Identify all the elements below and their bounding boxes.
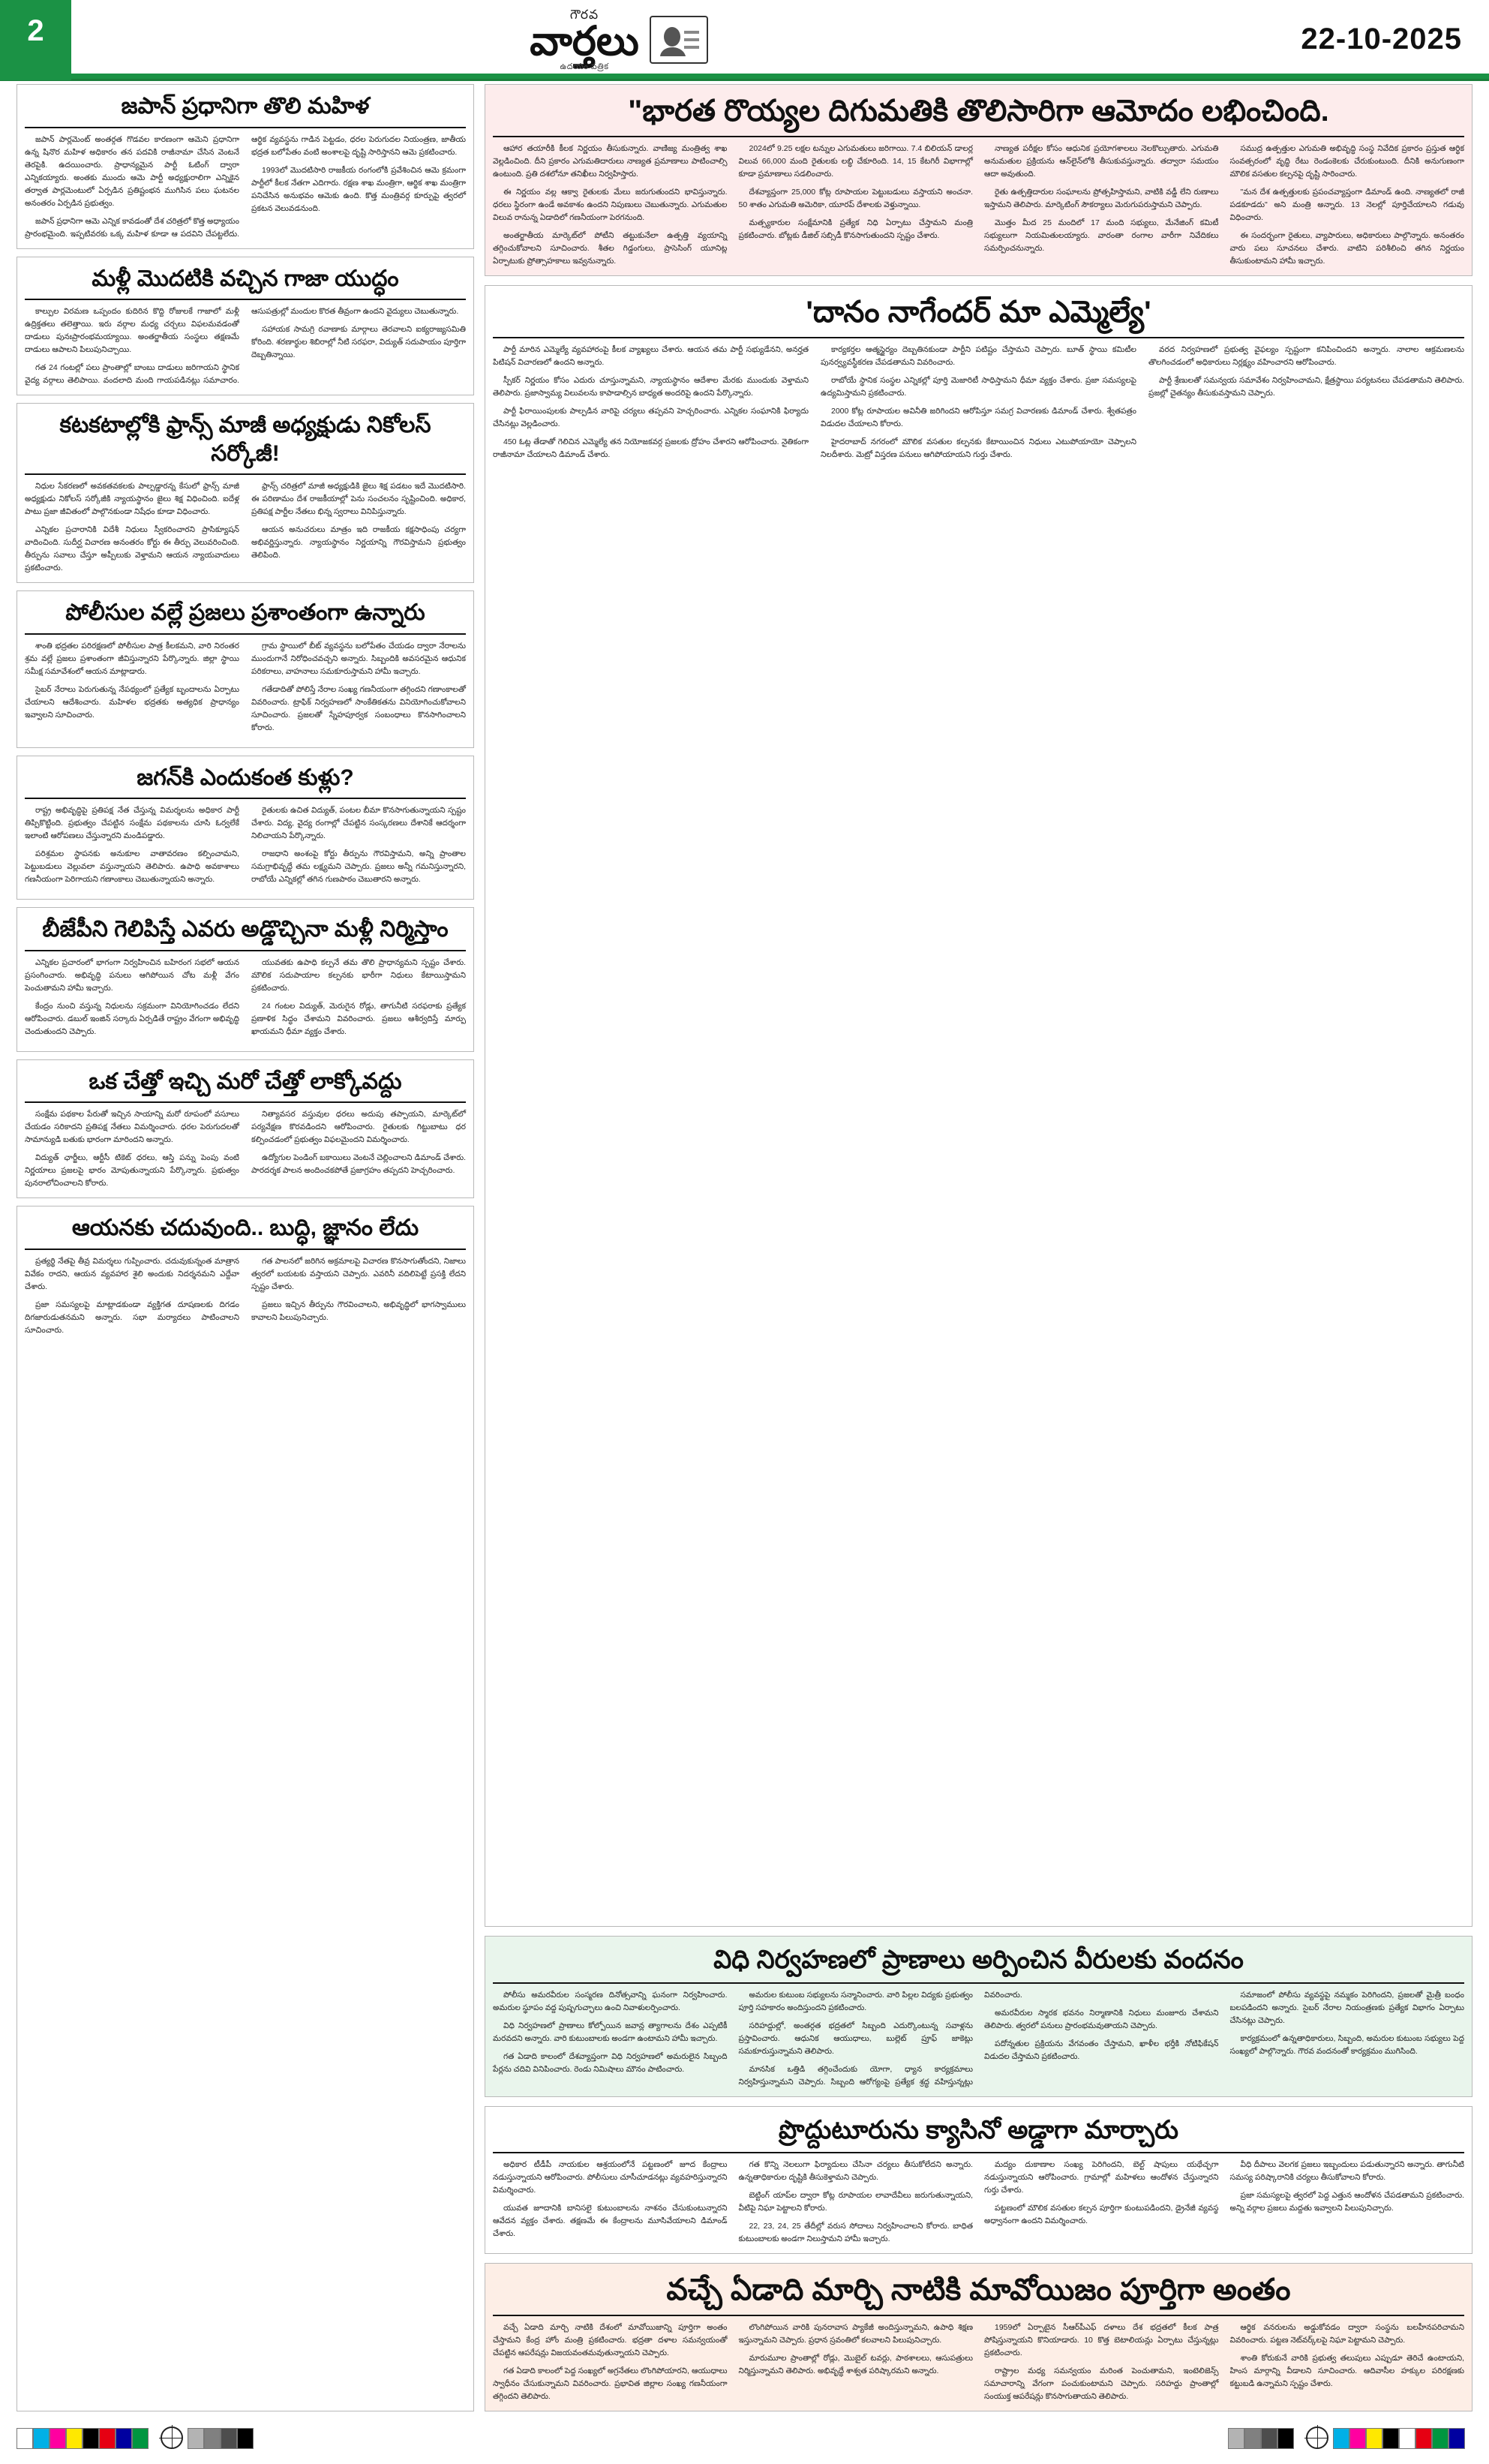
- headline: విధి నిర్వహణలో ప్రాణాలు అర్పించిన వీరులకు వందనం: [713, 1946, 1244, 1974]
- article-bjp-win: [17, 907, 474, 1052]
- paragraph: ఆర్థిక వనరులను అడ్డుకోవడం ద్వారా సంస్థను బలహీనపరిచామని వివరించారు. పట్టణ నెట్‌వర్క్‌లపై నిఘా పెట్టామని చెప్పారు.: [1229, 2323, 1464, 2345]
- paragraph: మారుమూల ప్రాంతాల్లో రోడ్లు, మొబైల్ టవర్లు, పాఠశాలలు, ఆసుపత్రులు నిర్మిస్తున్నామని తెలిపారు. అభివృద్ధే శాశ్వత పరిష్కారమని అన్నారు.: [738, 2354, 973, 2375]
- logo-title: వార్తలు: [530, 18, 639, 64]
- paragraph: రైతులకు ఉచిత విద్యుత్, పంటల బీమా కొనసాగుతున్నాయని స్పష్టం చేశారు. విద్య, వైద్య రంగాల్లో చేపట్టిన సంస్కరణలు దేశానికే ఆదర్శంగా నిలిచాయని పేర్కొన్నారు.: [251, 806, 466, 840]
- color-swatch: [116, 2428, 132, 2449]
- page-content: [17, 84, 1472, 2411]
- color-swatch: [1399, 2428, 1415, 2449]
- color-swatch: [1277, 2428, 1294, 2449]
- color-swatch: [132, 2428, 149, 2449]
- headline-rule: [493, 136, 1464, 137]
- paragraph: పోలీసు అమరవీరుల సంస్మరణ దినోత్సవాన్ని ఘనంగా నిర్వహించారు. అమరుల స్థూపం వద్ద పుష్పగుచ్ఛాలు ఉంచి నివాళులర్పించారు.: [493, 1990, 728, 2012]
- headline: కటకటాల్లోకి ఫ్రాన్స్ మాజీ అధ్యక్షుడు నికోలస్ సర్కోజీ!: [59, 413, 431, 466]
- print-color-bar: [17, 2425, 1472, 2450]
- article-gaza-war: [17, 257, 474, 396]
- color-swatch: [1333, 2428, 1349, 2449]
- color-swatch: [1228, 2428, 1244, 2449]
- paragraph: 22, 23, 24, 25 తేదీల్లో వరుస సోదాలు నిర్వహించాలని కోరారు. బాధిత కుటుంబాలకు అండగా నిలుస్తామని హామీ ఇచ్చారు.: [738, 2222, 973, 2243]
- paragraph: లొంగిపోయిన వారికి పునరావాస ప్యాకేజీ అందిస్తున్నామని, ఉపాధి శిక్షణ ఇస్తున్నామని చెప్పారు. ప్రధాన స్రవంతిలో కలవాలని పిలుపునిచ్చారు.: [738, 2323, 973, 2345]
- paragraph: కార్యకర్తల ఆత్మస్థైర్యం దెబ్బతినకుండా పార్టీని పటిష్టం చేస్తామని చెప్పారు. బూత్ స్థాయి కమిటీల పునర్వ్యవస్థీకరణ చేపడతామని వివరించారు.: [821, 345, 1136, 367]
- paragraph: జపాన్ ప్రధానిగా ఆమె ఎన్నిక కావడంతో దేశ చరిత్రలో కొత్త అధ్యాయం ప్రారంభమైంది. ఇప్పటివరకు ఒక్క మహిళ కూడా ఆ పదవిని చేపట్టలేదు. ఆర్థిక వ్యవస్థను గాడిన పెట్టడం, ధరల పెరుగుదల నియంత్రణ, జాతీయ భద్రత బలోపేతం వంటి అంశాలపై దృష్టి సారిస్తానని ఆమె ప్రకటించారు.: [25, 134, 466, 239]
- article-body: [25, 957, 466, 1044]
- headline-rule: [493, 1982, 1464, 1984]
- headline-rule: [493, 2315, 1464, 2316]
- article-prodduturu-casino: [485, 2106, 1472, 2255]
- article-body: [25, 480, 466, 575]
- color-swatch: [1244, 2428, 1261, 2449]
- paragraph: పరిశ్రమల స్థాపనకు అనుకూల వాతావరణం కల్పించామని, పెట్టుబడులు వెల్లువలా వస్తున్నాయని తెలిపారు. ఉపాధి అవకాశాలు గణనీయంగా పెరిగాయని గణాంకాలు చెబుతున్నాయని అన్నారు.: [25, 849, 239, 884]
- paragraph: 450 ఓట్ల తేడాతో గెలిచిన ఎమ్మెల్యే తన నియోజకవర్గ ప్రజలకు ద్రోహం చేశారని ఆరోపించారు. నైతికంగా రాజీనామా చేయాలని డిమాండ్ చేశారు.: [493, 437, 809, 459]
- color-swatch: [99, 2428, 116, 2449]
- paragraph: ఈ నిర్ణయం వల్ల ఆక్వా రైతులకు మేలు జరుగుతుందని భావిస్తున్నారు. ధరలు స్థిరంగా ఉండే అవకాశం ఉందని నిపుణులు చెబుతున్నారు. ఎగుమతుల విలువ రానున్న ఏడాదిలో గణనీయంగా పెరగనుంది.: [493, 188, 728, 222]
- issue-date: 22-10-2025: [1301, 23, 1462, 56]
- swatch-group-mid: [188, 2428, 254, 2447]
- paragraph: గత 24 గంటల్లో పలు ప్రాంతాల్లో బాంబు దాడులు జరిగాయని స్థానిక వైద్య వర్గాలు తెలిపాయి. వందలాది మంది గాయపడినట్లు సమాచారం. ఆసుపత్రుల్లో మందుల కొరత తీవ్రంగా ఉందని వైద్యులు చెబుతున్నారు.: [25, 307, 459, 385]
- paragraph: ఈ సందర్భంగా రైతులు, వ్యాపారులు, అధికారులు పాల్గొన్నారు. అనంతరం వారు పలు సూచనలు చేశారు. వాటిని పరిశీలించి తగిన నిర్ణయం తీసుకుంటామని హామీ ఇచ్చారు.: [1229, 231, 1464, 266]
- paragraph: అంతర్జాతీయ మార్కెట్‌లో పోటీని తట్టుకునేలా ఉత్పత్తి వ్యయాన్ని తగ్గించుకోవాలని సూచించారు. శీతల గిడ్డంగులు, ప్రాసెసింగ్ యూనిట్ల ఏర్పాటుకు ప్రోత్సాహకాలు ఇవ్వనున్నారు.: [493, 231, 728, 266]
- headline-rule: [493, 337, 1464, 338]
- paragraph: "మన దేశ ఉత్పత్తులకు ప్రపంచవ్యాప్తంగా డిమాండ్ ఉంది. నాణ్యతలో రాజీ పడకూడదు" అని మంత్రి అన్నారు. 13 నెలల్లో పూర్తిచేయాలని గడువు విధించారు.: [1229, 188, 1464, 222]
- headline: జపాన్ ప్రధానిగా తొలి మహిళ: [121, 94, 370, 119]
- paragraph: వీధి దీపాలు వెలగక ప్రజలు ఇబ్బందులు పడుతున్నారని అన్నారు. తాగునీటి సమస్య పరిష్కారానికి చర్యలు తీసుకోవాలని కోరారు.: [1229, 2160, 1464, 2182]
- headline-rule: [25, 127, 466, 128]
- paragraph: ఫ్రాన్స్ చరిత్రలో మాజీ అధ్యక్షుడికి జైలు శిక్ష పడటం ఇదే మొదటిసారి. ఈ పరిణామం దేశ రాజకీయాల్లో పెను సంచలనం సృష్టించింది. అధికార, ప్రతిపక్ష పార్టీల నేతలు భిన్న స్వరాలు వినిపిస్తున్నారు.: [251, 482, 466, 516]
- paragraph: విద్యుత్ ఛార్జీలు, ఆర్టీసీ టికెట్ ధరలు, ఆస్తి పన్ను పెంపు వంటి నిర్ణయాలు ప్రజలపై భారం మోపుతున్నాయని పేర్కొన్నారు. ప్రభుత్వం పునరాలోచించాలని కోరారు.: [25, 1153, 239, 1188]
- color-swatch: [221, 2428, 237, 2449]
- paragraph: సహాయక సామగ్రి రవాణాకు మార్గాలు తెరవాలని ఐక్యరాజ్యసమితి కోరింది. శరణార్థుల శిబిరాల్లో నీటి సరఫరా, విద్యుత్ సదుపాయం పూర్తిగా దెబ్బతిన్నాయి.: [251, 325, 466, 359]
- headline: 'దానం నాగేందర్ మా ఎమ్మెల్యే': [806, 296, 1151, 329]
- color-swatch: [50, 2428, 66, 2449]
- headline-rule: [25, 950, 466, 951]
- masthead: [0, 0, 1489, 81]
- swatch-group-right: [1333, 2428, 1465, 2447]
- headline-rule: [25, 1249, 466, 1250]
- paragraph: పార్టీ శ్రేణులతో సమన్వయ సమావేశం నిర్వహించామని, క్షేత్రస్థాయి పర్యటనలు చేపడతామని తెలిపారు. ప్రజల్లో చైతన్యం తీసుకువస్తామని చెప్పారు.: [1148, 376, 1464, 398]
- paragraph: శాంతి భద్రతల పరిరక్షణలో పోలీసుల పాత్ర కీలకమని, వారి నిరంతర శ్రమ వల్లే ప్రజలు ప్రశాంతంగా జీవిస్తున్నారని పేర్కొన్నారు. జిల్లా స్థాయి సమీక్ష సమావేశంలో ఆయన మాట్లాడారు.: [25, 641, 239, 676]
- color-swatch: [17, 2428, 33, 2449]
- paragraph: మద్యం దుకాణాల సంఖ్య పెరిగిందని, బెల్ట్ షాపులు యథేచ్ఛగా నడుస్తున్నాయని ఆరోపించారు. గ్రామాల్లో మహిళలు ఆందోళన చేస్తున్నారని గుర్తు చేశారు.: [984, 2160, 1219, 2195]
- headline: ప్రొద్దుటూరును క్యాసినో అడ్డాగా మార్చారు: [778, 2115, 1179, 2144]
- color-swatch: [1382, 2428, 1399, 2449]
- article-no-wisdom: [17, 1206, 474, 2411]
- page-number-badge: [0, 0, 71, 80]
- paragraph: అమరవీరుల స్మారక భవనం నిర్మాణానికి నిధులు మంజూరు చేశామని తెలిపారు. త్వరలో పనులు ప్రారంభమవుతాయని చెప్పారు.: [984, 2008, 1219, 2030]
- paragraph: ప్రజా సమస్యలపై త్వరలో పెద్ద ఎత్తున ఆందోళన చేపడతామని ప్రకటించారు. అన్ని వర్గాల ప్రజలు మద్దతు ఇవ్వాలని పిలుపునిచ్చారు.: [1229, 2191, 1464, 2213]
- paragraph: పదోన్నతుల ప్రక్రియను వేగవంతం చేస్తామని, ఖాళీల భర్తీకి నోటిఫికేషన్ విడుదల చేస్తామని ప్రకటించారు.: [984, 2039, 1219, 2061]
- paragraph: గతేడాదితో పోలిస్తే నేరాల సంఖ్య గణనీయంగా తగ్గిందని గణాంకాలతో వివరించారు. ట్రాఫిక్ నిర్వహణలో సాంకేతికతను వినియోగించుకోవాలని సూచించారు. ప్రజలతో స్నేహపూర్వక సంబంధాలు కొనసాగించాలని కోరారు.: [251, 684, 466, 732]
- headline-rule: [493, 2152, 1464, 2153]
- logo-subtitle: ఉదయం పత్రిక: [560, 62, 609, 71]
- paragraph: పార్టీ ఫిరాయింపులకు పాల్పడిన వారిపై చర్యలు తప్పవని హెచ్చరించారు. ఎన్నికల సంఘానికి ఫిర్యాదు చేసినట్లు వెల్లడించారు.: [493, 407, 809, 428]
- paragraph: హైదరాబాద్ నగరంలో మౌలిక వసతుల కల్పనకు కేటాయించిన నిధులు ఎటుపోయాయో చెప్పాలని నిలదీశారు. మెట్రో విస్తరణ పనులు ఆగిపోయాయని గుర్తు చేశారు.: [821, 437, 1136, 459]
- color-swatch: [1415, 2428, 1432, 2449]
- article-body: [25, 1108, 466, 1190]
- paragraph: 2024లో 9.25 లక్షల టన్నుల ఎగుమతులు జరిగాయి. 7.4 బిలియన్ డాలర్ల విలువ 66,000 మంది రైతులకు లబ్ధి చేకూరింది. 14, 15 కేటగిరీ విభాగాల్లో కూడా ప్రమాణాలు సడలించారు.: [738, 144, 973, 179]
- article-one-hand: [17, 1059, 474, 1199]
- article-body: [25, 804, 466, 891]
- paragraph: నిత్యావసర వస్తువుల ధరలు అదుపు తప్పాయని, మార్కెట్‌లో పర్యవేక్షణ కొరవడిందని ఆరోపించారు. రైతులకు గిట్టుబాటు ధర కల్పించడంలో ప్రభుత్వం విఫలమైందని విమర్శించారు.: [251, 1110, 466, 1144]
- headline: ఒక చేత్తో ఇచ్చి మరో చేత్తో లాక్కోవద్దు: [89, 1068, 402, 1094]
- paragraph: స్పీకర్ నిర్ణయం కోసం ఎదురు చూస్తున్నామని, న్యాయస్థానం ఆదేశాల మేరకు ముందుకు వెళ్తామని తెలిపారు. ప్రజాస్వామ్య విలువలను కాపాడాల్సిన బాధ్యత అందరిపై ఉందని పేర్కొన్నారు.: [493, 376, 809, 398]
- article-body: [493, 2321, 1464, 2403]
- paragraph: మొత్తం మీద 25 మందిలో 17 మంది సభ్యులు, మేనేజింగ్ కమిటీ సభ్యులుగా నియమితులయ్యారు. వారంతా రంగాల వారీగా నివేదికలు సమర్పించనున్నారు.: [984, 218, 1219, 253]
- paragraph: రాష్ట్రాల మధ్య సమన్వయం మరింత పెంచుతామని, ఇంటెలిజెన్స్ సమాచారాన్ని వేగంగా పంచుకుంటామని చెప్పారు. సరిహద్దు ప్రాంతాల్లో సంయుక్త ఆపరేషన్లు కొనసాగుతాయని తెలిపారు.: [984, 2366, 1219, 2401]
- paragraph: ఆయన అనుచరులు మాత్రం ఇది రాజకీయ కక్షసాధింపు చర్యగా అభివర్ణిస్తున్నారు. న్యాయస్థానం నిర్ణయాన్ని గౌరవిస్తామని ప్రభుత్వం తెలిపింది.: [251, 525, 466, 560]
- color-swatch: [1448, 2428, 1465, 2449]
- paragraph: మానసిక ఒత్తిడి తగ్గించేందుకు యోగా, ధ్యాన కార్యక్రమాలు నిర్వహిస్తున్నామని చెప్పారు. సిబ్బంది ఆరోగ్యంపై ప్రత్యేక శ్రద్ధ వహిస్తున్నట్లు వివరించారు.: [738, 1990, 1022, 2087]
- color-swatch: [83, 2428, 99, 2449]
- paragraph: ప్రజా సమస్యలపై మాట్లాడకుండా వ్యక్తిగత దూషణలకు దిగడం దిగజారుడుతనమని అన్నారు. సభా మర్యాదలు పాటించాలని సూచించారు.: [25, 1300, 239, 1335]
- paragraph: అమరుల కుటుంబ సభ్యులను సన్మానించారు. వారి పిల్లల విద్యకు ప్రభుత్వం పూర్తి సహకారం అందిస్తుందని ప్రకటించారు.: [738, 1990, 973, 2012]
- paragraph: సమాజంలో పోలీసు వ్యవస్థపై నమ్మకం పెరిగిందని, ప్రజలతో మైత్రీ బంధం బలపడిందని అన్నారు. సైబర్ నేరాల నియంత్రణకు ప్రత్యేక విభాగం ఏర్పాటు చేసినట్లు చెప్పారు.: [1229, 1990, 1464, 2025]
- color-swatch: [1349, 2428, 1366, 2449]
- logo-kicker: గౌరవ: [569, 7, 599, 22]
- registration-mark-icon-2: [1306, 2426, 1328, 2449]
- paragraph: బెట్టింగ్ యాప్‌ల ద్వారా కోట్ల రూపాయల లావాదేవీలు జరుగుతున్నాయని, వీటిపై నిఘా పెట్టాలని కోరారు.: [738, 2191, 973, 2213]
- paragraph: గత కొన్ని నెలలుగా ఫిర్యాదులు చేసినా చర్యలు తీసుకోలేదని అన్నారు. ఉన్నతాధికారుల దృష్టికి తీసుకెళ్తామని చెప్పారు.: [738, 2160, 973, 2182]
- paragraph: రైతు ఉత్పత్తిదారుల సంఘాలను ప్రోత్సహిస్తామని, వాటికి వడ్డీ లేని రుణాలు ఇస్తామని తెలిపారు. మార్కెటింగ్ సౌకర్యాలు మెరుగుపరుస్తామని చెప్పారు.: [984, 188, 1219, 209]
- paragraph: ఎన్నికల ప్రచారానికి విదేశీ నిధులు స్వీకరించారని ప్రాసిక్యూషన్ వాదించింది. సుదీర్ఘ విచారణ అనంతరం కోర్టు ఈ తీర్పు వెలువరించింది. తీర్పును సవాలు చేస్తూ అప్పీలుకు వెళ్తామని ఆయన న్యాయవాదులు ప్రకటించారు.: [25, 525, 239, 572]
- article-japan-pm: [17, 84, 474, 249]
- page-number: 2: [27, 14, 44, 47]
- swatch-group-left: [17, 2428, 149, 2447]
- paragraph: సైబర్ నేరాలు పెరుగుతున్న నేపథ్యంలో ప్రత్యేక బృందాలను ఏర్పాటు చేయాలని ఆదేశించారు. మహిళల భద్రతకు అత్యధిక ప్రాధాన్యం ఇవ్వాలని సూచించారు.: [25, 684, 239, 720]
- paragraph: దేశవ్యాప్తంగా 25,000 కోట్ల రూపాయల పెట్టుబడులు వస్తాయని అంచనా. 50 శాతం ఎగుమతి అమెరికా, యూరప్ దేశాలకు వెళ్తున్నాయి.: [738, 188, 973, 209]
- paragraph: ఎన్నికల ప్రచారంలో భాగంగా నిర్వహించిన బహిరంగ సభలో ఆయన ప్రసంగించారు. అభివృద్ధి పనులు ఆగిపోయిన చోట మళ్లీ వేగం పెంచుతామని హామీ ఇచ్చారు.: [25, 957, 239, 993]
- headline-rule: [25, 633, 466, 635]
- paragraph: నిధుల సేకరణలో అవకతవకలకు పాల్పడ్డారన్న కేసులో ఫ్రాన్స్ మాజీ అధ్యక్షుడు నికోలస్ సర్కోజీకి న్యాయస్థానం జైలు శిక్ష విధించింది. ఐదేళ్ల పాటు ప్రజా జీవితంలో పాల్గొనకుండా నిషేధం కూడా విధించారు.: [25, 482, 239, 516]
- headline-rule: [25, 798, 466, 799]
- color-swatch: [1261, 2428, 1277, 2449]
- article-body: [493, 2159, 1464, 2246]
- headline: పోలీసుల వల్లే ప్రజలు ప్రశాంతంగా ఉన్నారు: [65, 600, 425, 625]
- article-body: [25, 1255, 466, 1337]
- paragraph: యువతకు ఉపాధి కల్పనే తమ తొలి ప్రాధాన్యమని స్పష్టం చేశారు. మౌలిక సదుపాయాల కల్పనకు భారీగా నిధులు కేటాయిస్తామని ప్రకటించారు.: [251, 957, 466, 993]
- paragraph: 1993లో మొదటిసారి రాజకీయ రంగంలోకి ప్రవేశించిన ఆమె క్రమంగా పార్టీలో కీలక నేతగా ఎదిగారు. రక్షణ శాఖ మంత్రిగా, ఆర్థిక శాఖ మంత్రిగా పనిచేసిన అనుభవం ఆమెకు ఉంది. కొత్త మంత్రివర్గ కూర్పుపై త్వరలో ప్రకటన వెలువడనుంది.: [251, 165, 466, 213]
- article-body: [25, 640, 466, 740]
- paragraph: 1959లో ఏర్పాటైన సీఆర్‌పీఎఫ్ దళాలు దేశ భద్రతలో కీలక పాత్ర పోషిస్తున్నాయని కొనియాడారు. 10 కొత్త బెటాలియన్లు ఏర్పాటు చేస్తున్నట్లు ప్రకటించారు.: [984, 2323, 1219, 2357]
- paragraph: పార్టీ మారిన ఎమ్మెల్యే వ్యవహారంపై కీలక వ్యాఖ్యలు చేశారు. ఆయన తమ పార్టీ సభ్యుడేనని, అనర్హత పిటిషన్ విచారణలో ఉందని అన్నారు.: [493, 345, 809, 367]
- headline: మళ్లీ మొదటికి వచ్చిన గాజా యుద్ధం: [92, 266, 399, 291]
- color-swatch: [204, 2428, 221, 2449]
- registration-mark-icon: [161, 2426, 183, 2449]
- paragraph: కార్యక్రమంలో ఉన్నతాధికారులు, సిబ్బంది, అమరుల కుటుంబ సభ్యులు పెద్ద సంఖ్యలో పాల్గొన్నారు. గౌరవ వందనంతో కార్యక్రమం ముగిసింది.: [1229, 2033, 1464, 2056]
- article-maoism-end: [485, 2263, 1472, 2411]
- left-column: [17, 84, 474, 2411]
- right-area: [485, 84, 1472, 2411]
- color-swatch: [66, 2428, 83, 2449]
- headline: "భారత రొయ్యల దిగుమతికి తొలిసారిగా ఆమోదం లభించింది.: [628, 95, 1329, 128]
- paragraph: పట్టణంలో మౌలిక వసతుల కల్పన పూర్తిగా కుంటుపడిందని, డ్రైనేజీ వ్యవస్థ అధ్వానంగా ఉందని విమర్శించారు.: [984, 2204, 1219, 2225]
- paragraph: రాష్ట్ర అభివృద్ధిపై ప్రతిపక్ష నేత చేస్తున్న విమర్శలను అధికార పార్టీ తిప్పికొట్టింది. ప్రభుత్వం చేపట్టిన సంక్షేమ పథకాలను చూసి ఓర్వలేకే ఇలాంటి ఆరోపణలు చేస్తున్నారని మండిపడ్డారు.: [25, 806, 239, 840]
- logo-text: [530, 8, 639, 71]
- article-body: [493, 1989, 1464, 2089]
- paragraph: గ్రామ స్థాయిలో బీట్ వ్యవస్థను బలోపేతం చేయడం ద్వారా నేరాలను ముందుగానే నిరోధించవచ్చని అన్నారు. సిబ్బందికి అవసరమైన ఆధునిక పరికరాలు, వాహనాలు సమకూరుస్తామని హామీ ఇచ్చారు.: [251, 641, 466, 676]
- paragraph: గత ఏడాది కాలంలో దేశవ్యాప్తంగా విధి నిర్వహణలో అమరులైన సిబ్బంది పేర్లను చదివి వినిపించారు. రెండు నిమిషాలు మౌనం పాటించారు.: [493, 2051, 728, 2074]
- headline-rule: [25, 299, 466, 300]
- paragraph: విధి నిర్వహణలో ప్రాణాలు కోల్పోయిన జవాన్ల త్యాగాలను దేశం ఎప్పటికీ మరవదని అన్నారు. వారి కుటుంబాలకు అండగా ఉంటామని హామీ ఇచ్చారు.: [493, 2021, 728, 2043]
- paragraph: సముద్ర ఉత్పత్తుల ఎగుమతి అభివృద్ధి సంస్థ నివేదిక ప్రకారం ప్రస్తుత ఆర్థిక సంవత్సరంలో వృద్ధి రేటు రెండంకెలకు చేరుకుంటుంది. దీనికి అనుగుణంగా మౌలిక వసతుల కల్పనపై దృష్టి సారించారు.: [1229, 144, 1464, 179]
- article-jagan-why: [17, 756, 474, 900]
- paragraph: రాజధాని అంశంపై కోర్టు తీర్పును గౌరవిస్తామని, అన్ని ప్రాంతాల సమగ్రాభివృద్ధే తమ లక్ష్యమని చెప్పారు. ప్రజలు అన్నీ గమనిస్తున్నారని, రాబోయే ఎన్నికల్లో తగిన గుణపాఠం చెబుతారని అన్నారు.: [251, 849, 466, 884]
- paragraph: వరద నిర్వహణలో ప్రభుత్వ వైఫల్యం స్పష్టంగా కనిపించిందని అన్నారు. నాలాల ఆక్రమణలను తొలగించడంలో అధికారులు నిర్లక్ష్యం వహించారని ఆరోపించారు.: [1148, 345, 1464, 367]
- paragraph: ఉద్యోగుల పెండింగ్ బకాయిలు వెంటనే చెల్లించాలని డిమాండ్ చేశారు. పారదర్శక పాలన అందించకపోతే ప్రజాగ్రహం తప్పదని హెచ్చరించారు.: [251, 1153, 466, 1175]
- paragraph: యువత జూదానికి బానిసలై కుటుంబాలను నాశనం చేసుకుంటున్నారని ఆవేదన వ్యక్తం చేశారు. తక్షణమే ఈ కేంద్రాలను మూసివేయాలని డిమాండ్ చేశారు.: [493, 2204, 728, 2238]
- headline-rule: [25, 473, 466, 475]
- paragraph: వచ్చే ఏడాది మార్చి నాటికి దేశంలో మావోయిజాన్ని పూర్తిగా అంతం చేస్తామని కేంద్ర హోం మంత్రి ప్రకటించారు. భద్రతా దళాల సమన్వయంతో చేపట్టిన ఆపరేషన్లు విజయవంతమవుతున్నాయని చెప్పారు.: [493, 2323, 728, 2357]
- paragraph: సరిహద్దుల్లో, అంతర్గత భద్రతలో సిబ్బంది ఎదుర్కొంటున్న సవాళ్లను ప్రస్తావించారు. ఆధునిక ఆయుధాలు, బుల్లెట్ ప్రూఫ్ జాకెట్లు సమకూరుస్తున్నామని తెలిపారు.: [738, 2021, 973, 2056]
- paragraph: మత్స్యకారుల సంక్షేమానికి ప్రత్యేక నిధి ఏర్పాటు చేస్తామని మంత్రి ప్రకటించారు. బోట్లకు డీజిల్ సబ్సిడీ కొనసాగుతుందని స్పష్టం చేశారు.: [738, 218, 973, 240]
- paragraph: ప్రజలు ఇచ్చిన తీర్పును గౌరవించాలని, అభివృద్ధిలో భాగస్వాములు కావాలని పిలుపునిచ్చారు.: [251, 1300, 466, 1322]
- paragraph: 24 గంటల విద్యుత్, మెరుగైన రోడ్లు, తాగునీటి సరఫరాకు ప్రత్యేక ప్రణాళిక సిద్ధం చేశామని వివరించారు. ప్రజలు ఆశీర్వదిస్తే మార్పు ఖాయమని ధీమా వ్యక్తం చేశారు.: [251, 1001, 466, 1036]
- paragraph: ఆహార తయారీకి కీలక నిర్ణయం తీసుకున్నారు. వాణిజ్య మంత్రిత్వ శాఖ వెల్లడించింది. దీని ప్రకారం ఎగుమతిదారులు నాణ్యత ప్రమాణాలు పాటించాల్సి ఉంటుంది. ప్రతి దశలోనూ తనిఖీలు నిర్వహిస్తారు.: [493, 144, 728, 179]
- color-swatch: [1432, 2428, 1448, 2449]
- paragraph: రాబోయే స్థానిక సంస్థల ఎన్నికల్లో పూర్తి మెజారిటీ సాధిస్తామని ధీమా వ్యక్తం చేశారు. ప్రజా సమస్యలపై ఉద్యమిస్తామని ప్రకటించారు.: [821, 376, 1136, 398]
- logo-emblem-icon: [650, 16, 708, 64]
- headline: బీజేపీని గెలిపిస్తే ఎవరు అడ్డొచ్చినా మళ్లీ నిర్మిస్తాం: [42, 917, 449, 942]
- article-royalty-consent: [485, 84, 1472, 276]
- article-body: [493, 344, 1464, 461]
- article-france-sarkozy: [17, 403, 474, 583]
- masthead-rule: [0, 74, 1489, 79]
- paragraph: జపాన్ పార్లమెంట్ అంతర్గత గొడవల కారణంగా ఆమెని ప్రధానిగా ఉన్న షినొర మహిళ అధికారం తన పదవికి రాజీనామా చేసిన వెంటనే తెరపైకి. ఉదయించారు. ప్రాధాన్యమైన పార్టీ ఓటింగ్ ద్వారా ఎన్నికయ్యారు. అంతకు ముందు ఆమె పార్టీ అధ్యక్షురాలిగా ఎన్నికైన తర్వాత పార్లమెంటులో ఏర్పడిన ప్రతిష్టంభన ముగిసిన పలు ఘటనల అనంతరం ఏర్పడిన ప్రభుత్వం.: [25, 134, 239, 208]
- color-swatch: [188, 2428, 204, 2449]
- paragraph: సంక్షేమ పథకాల పేరుతో ఇచ్చిన సాయాన్ని మరో రూపంలో వసూలు చేయడం సరికాదని ప్రతిపక్ష నేతలు విమర్శించారు. ధరల పెరుగుదలతో సామాన్యుడి బతుకు భారంగా మారిందని అన్నారు.: [25, 1110, 239, 1144]
- color-swatch: [237, 2428, 254, 2449]
- paragraph: కాల్పుల విరమణ ఒప్పందం కుదిరిన కొద్ది రోజులకే గాజాలో మళ్లీ ఉద్రిక్తతలు తలెత్తాయి. ఇరు వర్గాల మధ్య చర్చలు విఫలమవడంతో దాడులు పునఃప్రారంభమయ్యాయి. అంతర్జాతీయ సంస్థలు తక్షణమే దాడులు ఆపాలని పిలుపునిచ్చాయి.: [25, 307, 239, 354]
- article-duty-heroes: [485, 1936, 1472, 2097]
- paragraph: అధికార టీడీపీ నాయకుల ఆశ్రయంలోనే పట్టణంలో జూద కేంద్రాలు నడుస్తున్నాయని ఆరోపించారు. పోలీసులు చూసీచూడనట్లు వ్యవహరిస్తున్నారని విమర్శించారు.: [493, 2160, 728, 2195]
- headline: జగన్‌కి ఎందుకంత కుళ్లు?: [137, 765, 354, 790]
- paragraph: 2000 కోట్ల రూపాయల అవినీతి జరిగిందని ఆరోపిస్తూ సమగ్ర విచారణకు డిమాండ్ చేశారు. శ్వేతపత్రం విడుదల చేయాలని కోరారు.: [821, 407, 1136, 428]
- paragraph: శాంతి కోరుకునే వారికి ప్రభుత్వ తలుపులు ఎప్పుడూ తెరిచే ఉంటాయని, హింస మార్గాన్ని వీడాలని సూచించారు. ఆదివాసీల హక్కుల పరిరక్షణకు కట్టుబడి ఉన్నామని స్పష్టం చేశారు.: [1229, 2354, 1464, 2388]
- headline: ఆయనకు చదువుంది.. బుద్ధి, జ్ఞానం లేదు: [71, 1215, 419, 1240]
- paragraph: ప్రత్యర్థి నేతపై తీవ్ర విమర్శలు గుప్పించారు. చదువుకున్నంత మాత్రాన వివేకం రాదని, ఆయన వ్యవహార శైలి అందుకు నిదర్శనమని ఎద్దేవా చేశారు.: [25, 1256, 239, 1291]
- color-swatch: [1366, 2428, 1382, 2449]
- paragraph: నాణ్యత పరీక్షల కోసం ఆధునిక ప్రయోగశాలలు నెలకొల్పుతారు. ఎగుమతి అనుమతుల ప్రక్రియను ఆన్‌లైన్‌లోకి తీసుకువస్తున్నారు. తద్వారా సమయం ఆదా అవుతుంది.: [984, 144, 1219, 179]
- article-body: [493, 143, 1464, 268]
- color-swatch: [33, 2428, 50, 2449]
- headline: వచ్చే ఏడాది మార్చి నాటికి మావోయిజం పూర్తిగా అంతం: [666, 2273, 1291, 2306]
- masthead-logo: [71, 8, 1166, 71]
- headline-rule: [25, 1101, 466, 1103]
- paragraph: గత పాలనలో జరిగిన అక్రమాలపై విచారణ కొనసాగుతోందని, నిజాలు త్వరలో బయటకు వస్తాయని చెప్పారు. ఎవరినీ వదిలిపెట్టే ప్రసక్తి లేదని స్పష్టం చేశారు.: [251, 1256, 466, 1291]
- article-danam-nagender: [485, 285, 1472, 1927]
- paragraph: గత ఏడాది కాలంలో పెద్ద సంఖ్యలో అగ్రనేతలు లొంగిపోయారని, ఆయుధాలు స్వాధీనం చేసుకున్నామని వివరించారు. ప్రభావిత జిల్లాల సంఖ్య గణనీయంగా తగ్గిందని తెలిపారు.: [493, 2366, 728, 2401]
- swatch-group-mid-2: [1228, 2428, 1294, 2447]
- paragraph: కేంద్రం నుంచి వస్తున్న నిధులను సక్రమంగా వినియోగించడం లేదని ఆరోపించారు. డబుల్ ఇంజిన్ సర్కారు ఏర్పడితే రాష్ట్రం వేగంగా అభివృద్ధి చెందుతుందని చెప్పారు.: [25, 1001, 239, 1036]
- article-body: [25, 305, 466, 387]
- article-police-public: [17, 590, 474, 748]
- article-body: [25, 134, 466, 241]
